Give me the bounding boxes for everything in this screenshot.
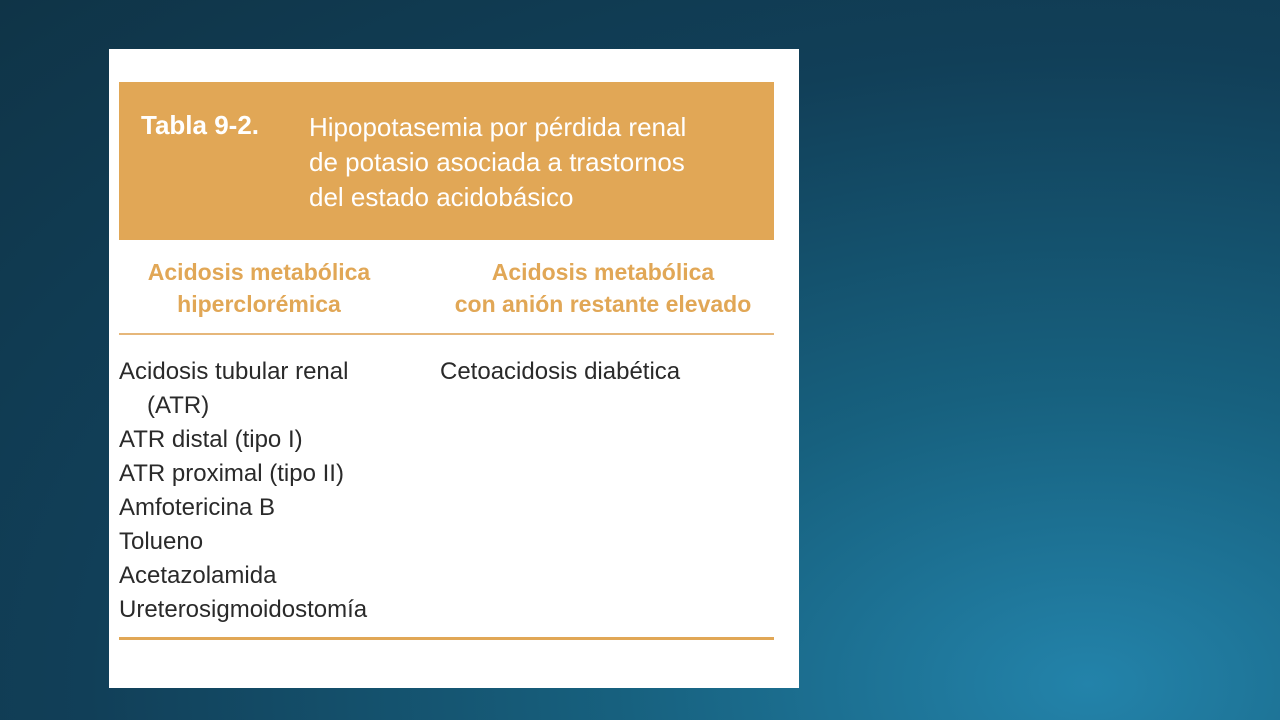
list-item: (ATR)	[147, 392, 210, 419]
list-item: Tolueno	[119, 528, 204, 555]
list-item: Cetoacidosis diabética	[440, 358, 681, 385]
table-bottom-divider	[119, 637, 774, 640]
column-header-line: con anión restante elevado	[454, 291, 752, 317]
list-item: Ureterosigmoidostomía	[119, 596, 368, 623]
column-anion-gap-items	[440, 355, 680, 389]
table-title-line: del estado acidobásico	[309, 182, 574, 212]
table-title	[309, 110, 686, 215]
column-header-hyperchloremic	[123, 256, 395, 320]
list-item: Acidosis tubular renal	[119, 358, 349, 385]
column-header-anion-gap	[433, 256, 773, 320]
list-item: Acetazolamida	[119, 562, 277, 589]
table-number: Tabla 9-2.	[141, 110, 260, 140]
column-header-line: Acidosis metabólica	[147, 259, 371, 285]
list-item: ATR distal (tipo I)	[119, 426, 303, 453]
header-divider	[119, 333, 774, 335]
column-hyperchloremic-items	[119, 355, 367, 627]
list-item: ATR proximal (tipo II)	[119, 460, 344, 487]
column-header-line: Acidosis metabólica	[491, 259, 715, 285]
column-header-line: hiperclorémica	[177, 291, 341, 317]
table-title-line: Hipopotasemia por pérdida renal	[309, 112, 687, 142]
table-title-band	[119, 82, 774, 240]
table-card	[109, 49, 799, 688]
list-item: Amfotericina B	[119, 494, 276, 521]
table-title-line: de potasio asociada a trastornos	[309, 147, 685, 177]
